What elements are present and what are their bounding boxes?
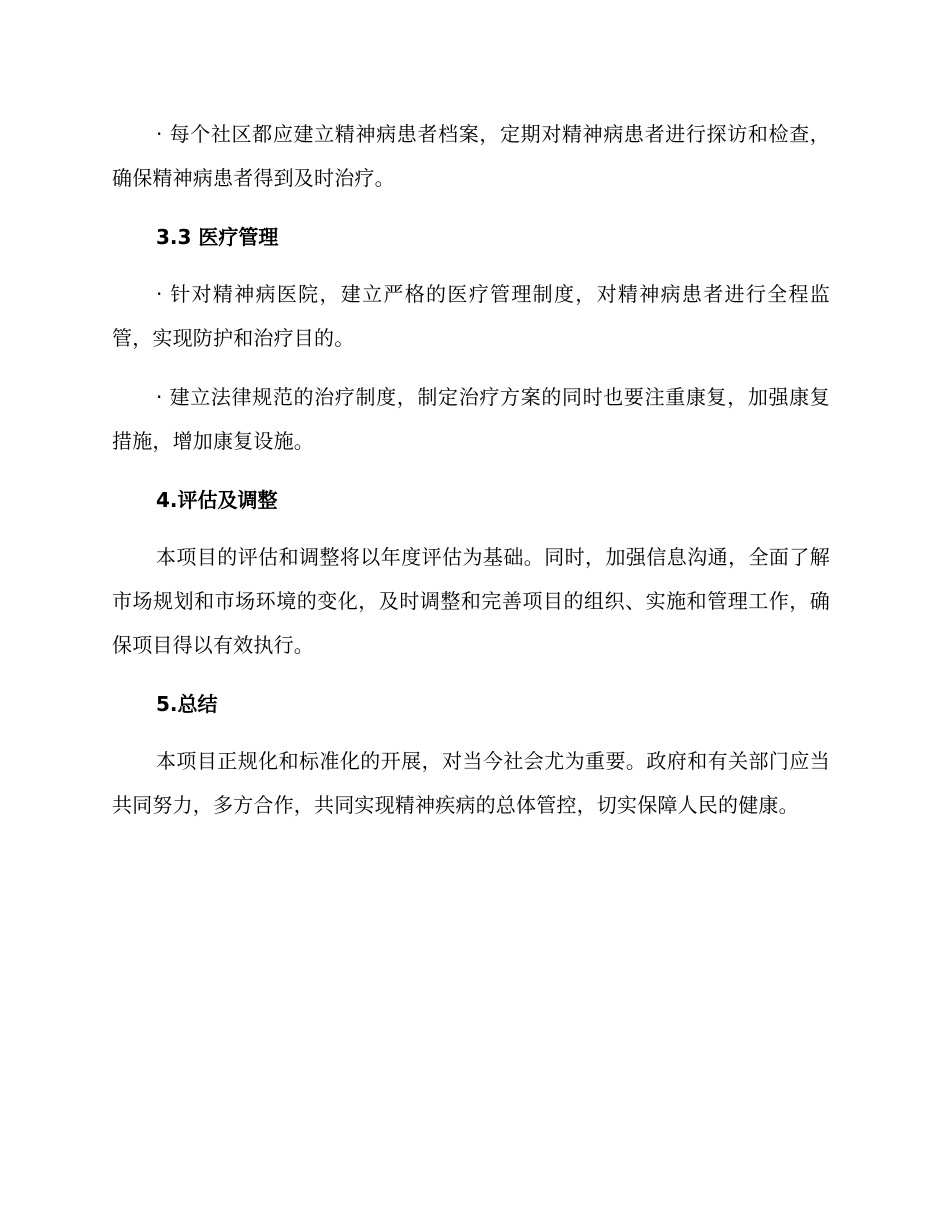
paragraph-hospital-management: · 针对精神病医院，建立严格的医疗管理制度，对精神病患者进行全程监管，实现防护和治疗目的。 bbox=[112, 282, 830, 350]
heading-evaluation-adjustment: 4.评估及调整 bbox=[156, 488, 278, 512]
heading-medical-management: 3.3 医疗管理 bbox=[156, 225, 279, 249]
paragraph-treatment-system: · 建立法律规范的治疗制度，制定治疗方案的同时也要注重康复，加强康复措施，增加康复设施。 bbox=[112, 385, 830, 453]
paragraph-evaluation: 本项目的评估和调整将以年度评估为基础。同时，加强信息沟通，全面了解市场规划和市场环境的变化，及时调整和完善项目的组织、实施和管理工作，确保项目得以有效执行。 bbox=[112, 545, 830, 657]
heading-summary: 5.总结 bbox=[156, 692, 218, 716]
paragraph-summary: 本项目正规化和标准化的开展，对当今社会尤为重要。政府和有关部门应当共同努力，多方合作，共同实现精神疾病的总体管控，切实保障人民的健康。 bbox=[112, 749, 830, 817]
paragraph-community-records: · 每个社区都应建立精神病患者档案，定期对精神病患者进行探访和检查，确保精神病患者得到及时治疗。 bbox=[112, 122, 830, 190]
document-body bbox=[112, 112, 830, 842]
